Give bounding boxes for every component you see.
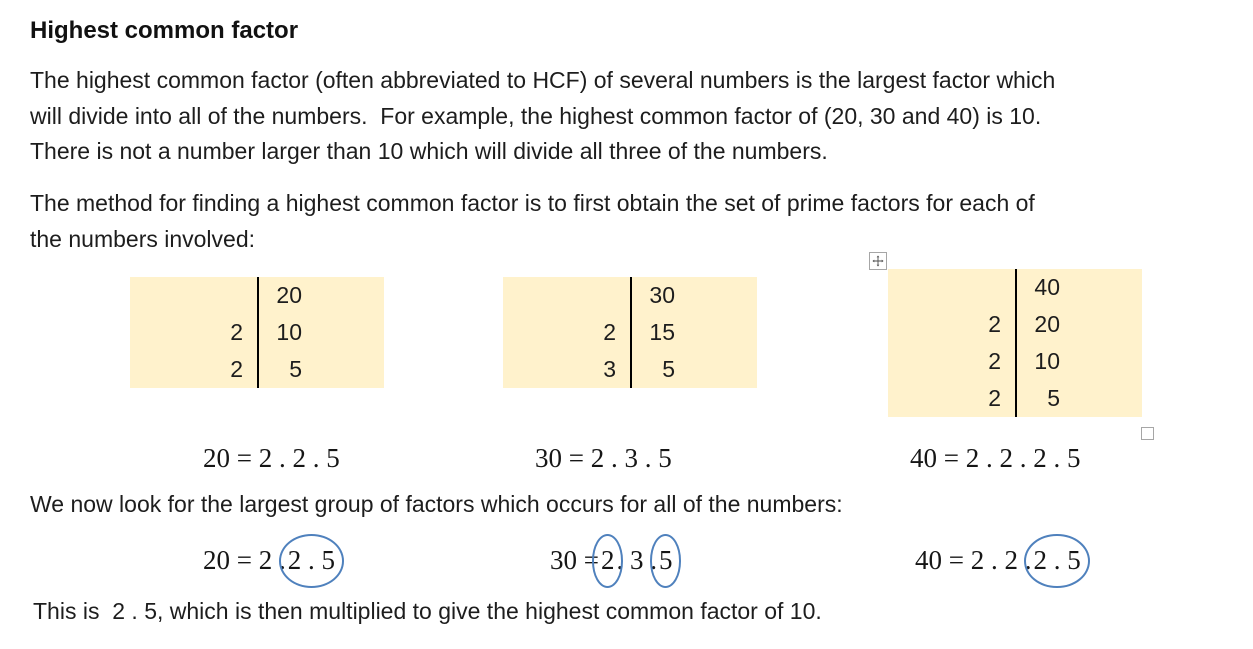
table-row [503, 314, 757, 351]
page-title: Highest common factor [30, 17, 299, 44]
table-cell-quotient: 5 [630, 351, 757, 388]
table-row [130, 314, 384, 351]
paragraph-line: The method for finding a highest common factor is to first obtain the set of prime factors for each of [30, 190, 1035, 216]
equation-segment: 40 = 2 . 2 . [915, 545, 1032, 575]
paragraph-line: There is not a number larger than 10 which will divide all three of the numbers. [30, 138, 828, 164]
equation-30: 30 = 2 . 3 . 5 [535, 443, 672, 473]
table-cell-quotient: 30 [630, 277, 757, 314]
table-cell-divisor: 2 [230, 319, 243, 345]
table-cell-divisor: 2 [988, 385, 1001, 411]
factor-table-40[interactable] [888, 269, 1142, 417]
intro-paragraph [30, 63, 1055, 170]
method-paragraph [30, 186, 1035, 257]
factor-table-20[interactable] [130, 277, 384, 388]
equation-segment: 20 = 2 . [203, 545, 286, 575]
factor-table-30[interactable] [503, 277, 757, 388]
table-cell-quotient: 10 [1015, 343, 1142, 380]
equation-segment: 5 [658, 545, 673, 575]
circled-factor-group [653, 543, 679, 577]
table-cell-divisor [130, 277, 257, 314]
paragraph-line: The highest common factor (often abbreviated to HCF) of several numbers is the largest factor which [30, 67, 1056, 93]
largest-group-text [30, 487, 843, 523]
paragraph-line: the numbers involved: [30, 225, 256, 252]
table-row [503, 351, 757, 388]
equation-segment: 2 . 5 [1033, 545, 1081, 575]
table-row [888, 380, 1142, 417]
table-cell-quotient: 15 [630, 314, 757, 351]
table-row [888, 343, 1142, 380]
table-row [503, 277, 757, 314]
table-cell-quotient: 20 [1015, 306, 1142, 343]
equation-20: 20 = 2 . 2 . 5 [203, 443, 340, 473]
table-cell-divisor [503, 277, 630, 314]
paragraph-line: This is 2 . 5, which is then multiplied to give the highest common factor of 10. [33, 598, 822, 624]
circled-equation-30 [550, 543, 674, 577]
circled-factor-group [282, 543, 341, 577]
table-row [888, 269, 1142, 306]
table-cell-quotient: 5 [1015, 380, 1142, 417]
table-cell-divisor: 2 [988, 348, 1001, 374]
table-row [130, 351, 384, 388]
conclusion-text [33, 594, 822, 630]
table-cell-divisor [888, 269, 1015, 306]
equation-segment: 2 . 5 [287, 545, 335, 575]
table-cell-quotient: 10 [257, 314, 384, 351]
equation-segment: 2 [600, 545, 615, 575]
table-cell-divisor: 3 [603, 356, 616, 382]
circled-factor-group [1027, 543, 1086, 577]
circled-equation-20 [203, 543, 337, 577]
circled-equation-40 [915, 543, 1083, 577]
circled-factor-group [595, 543, 621, 577]
paragraph-line: We now look for the largest group of factors which occurs for all of the numbers: [30, 491, 843, 517]
equation-segment: 30 = [550, 545, 599, 575]
table-cell-divisor: 2 [603, 319, 616, 345]
table-move-handle[interactable] [869, 252, 887, 270]
table-row [888, 306, 1142, 343]
table-cell-quotient: 20 [257, 277, 384, 314]
paragraph-line: will divide into all of the numbers. For example, the highest common factor of (20, 30 and 40) is 10. [30, 102, 1042, 129]
table-cell-quotient: 5 [257, 351, 384, 388]
table-resize-handle[interactable] [1141, 427, 1154, 440]
move-cross-icon [872, 255, 884, 267]
equation-segment: . 3 . [616, 545, 657, 575]
table-cell-divisor: 2 [988, 311, 1001, 337]
table-cell-quotient: 40 [1015, 269, 1142, 306]
table-cell-divisor: 2 [230, 356, 243, 382]
equation-40: 40 = 2 . 2 . 2 . 5 [910, 443, 1081, 473]
table-row [130, 277, 384, 314]
